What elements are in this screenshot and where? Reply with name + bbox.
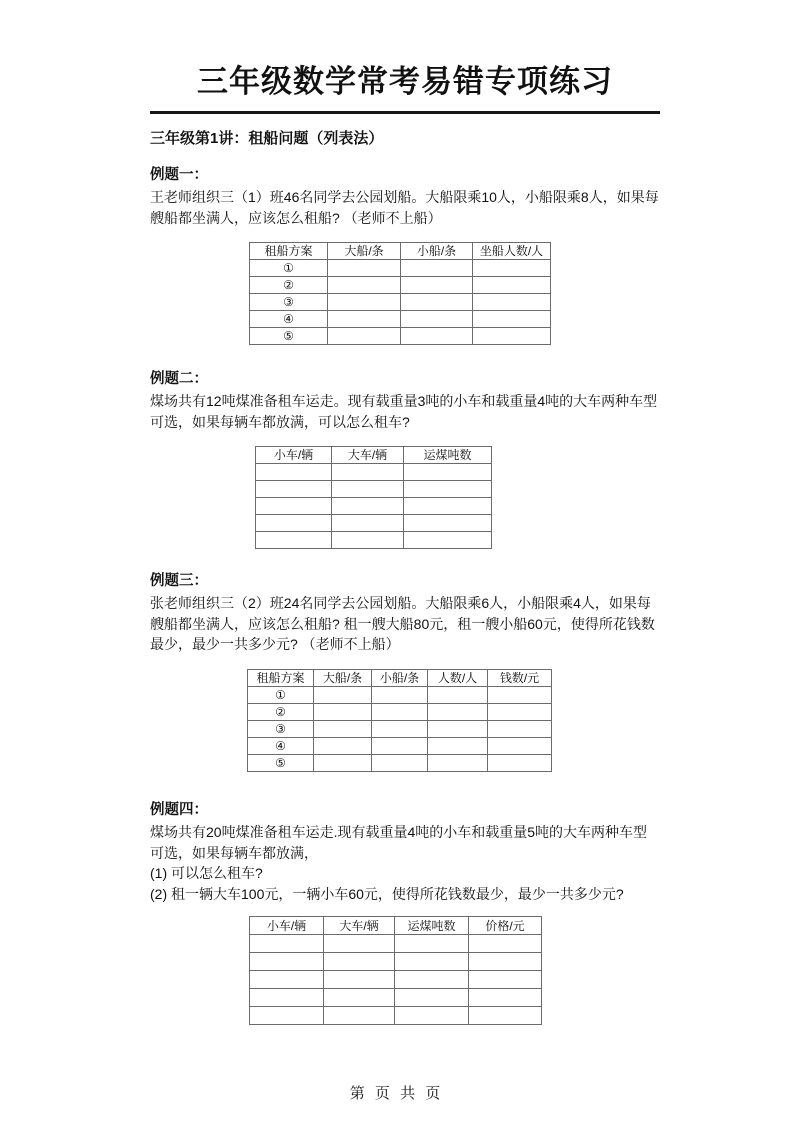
table-cell bbox=[332, 481, 404, 498]
table-header-cell: 租船方案 bbox=[250, 243, 328, 260]
example-3-text: 张老师组织三（2）班24名同学去公园划船。大船限乘6人，小船限乘4人，如果每艘船都坐满人，应该怎么租船? 租一艘大船80元，租一艘小船60元，使得所花钱数最少，最少一共多少元? （老师不上船） bbox=[150, 595, 655, 653]
table-header-row bbox=[250, 243, 551, 260]
table-row bbox=[256, 515, 492, 532]
table-cell bbox=[469, 935, 542, 953]
table-cell bbox=[328, 277, 401, 294]
table-cell bbox=[250, 953, 324, 971]
example-4-label: 例题四： bbox=[150, 802, 208, 819]
table-row bbox=[250, 294, 551, 311]
table-header-row bbox=[256, 447, 492, 464]
table-cell bbox=[401, 294, 473, 311]
table-cell bbox=[428, 721, 488, 738]
table-cell bbox=[314, 704, 372, 721]
table-cell bbox=[428, 755, 488, 772]
page-title: 三年级数学常考易错专项练习 bbox=[197, 64, 613, 99]
table-cell bbox=[372, 721, 428, 738]
example-4-text: 煤场共有20吨煤准备租车运走.现有载重量4吨的小车和载重量5吨的大车两种车型可选，如果每辆车都放满， bbox=[150, 824, 648, 861]
plan-number-cell: ④ bbox=[250, 311, 328, 328]
table-row bbox=[250, 328, 551, 345]
example-4-question-2: (2) 租一辆大车100元，一辆小车60元，使得所花钱数最少，最少一共多少元? bbox=[150, 885, 624, 902]
table-cell bbox=[314, 738, 372, 755]
table-cell bbox=[488, 738, 552, 755]
table-cell bbox=[332, 515, 404, 532]
table-cell bbox=[256, 481, 332, 498]
table-cell bbox=[324, 971, 395, 989]
table-cell bbox=[314, 687, 372, 704]
table-cell bbox=[473, 294, 551, 311]
example-3-label: 例题三： bbox=[150, 573, 208, 590]
table-cell bbox=[372, 755, 428, 772]
table-row bbox=[256, 481, 492, 498]
table-header-cell: 钱数/元 bbox=[488, 670, 552, 687]
table-header-cell: 小船/条 bbox=[372, 670, 428, 687]
section-heading: 三年级第1讲：租船问题（列表法） bbox=[150, 130, 384, 147]
table-row bbox=[248, 738, 552, 755]
plan-number-cell: ③ bbox=[248, 721, 314, 738]
table-cell bbox=[395, 953, 469, 971]
plan-number-cell: ③ bbox=[250, 294, 328, 311]
example-3-table bbox=[247, 669, 552, 772]
table-cell bbox=[324, 935, 395, 953]
table-row bbox=[256, 532, 492, 549]
table-row bbox=[248, 704, 552, 721]
table-cell bbox=[250, 971, 324, 989]
table-cell bbox=[488, 721, 552, 738]
table-cell bbox=[473, 277, 551, 294]
table-cell bbox=[401, 328, 473, 345]
table-cell bbox=[404, 515, 492, 532]
table-cell bbox=[324, 989, 395, 1007]
table-cell bbox=[488, 704, 552, 721]
example-1-table bbox=[249, 242, 551, 345]
table-cell bbox=[372, 704, 428, 721]
table-cell bbox=[395, 989, 469, 1007]
table-cell bbox=[469, 1007, 542, 1025]
table-cell bbox=[250, 989, 324, 1007]
plan-number-cell: ⑤ bbox=[248, 755, 314, 772]
footer-page-text: 第 页 共 页 bbox=[349, 1085, 444, 1102]
table-cell bbox=[404, 498, 492, 515]
table-row bbox=[250, 1007, 542, 1025]
table-cell bbox=[328, 260, 401, 277]
example-2 bbox=[150, 367, 660, 549]
table-cell bbox=[488, 687, 552, 704]
table-cell bbox=[250, 1007, 324, 1025]
table-cell bbox=[404, 481, 492, 498]
plan-number-cell: ① bbox=[248, 687, 314, 704]
table-cell bbox=[395, 935, 469, 953]
table-cell bbox=[395, 1007, 469, 1025]
table-header-cell: 人数/人 bbox=[428, 670, 488, 687]
table-cell bbox=[428, 704, 488, 721]
table-cell bbox=[328, 294, 401, 311]
table-row bbox=[256, 464, 492, 481]
example-2-table bbox=[255, 446, 492, 549]
table-header-cell: 小车/辆 bbox=[256, 447, 332, 464]
plan-number-cell: ① bbox=[250, 260, 328, 277]
table-cell bbox=[372, 687, 428, 704]
table-header-cell: 小船/条 bbox=[401, 243, 473, 260]
table-header-cell: 价格/元 bbox=[469, 917, 542, 935]
table-row bbox=[248, 755, 552, 772]
table-row bbox=[250, 971, 542, 989]
table-row bbox=[250, 953, 542, 971]
example-1-label: 例题一： bbox=[150, 167, 208, 183]
table-row bbox=[248, 721, 552, 738]
table-cell bbox=[404, 532, 492, 549]
table-cell bbox=[488, 755, 552, 772]
table-row bbox=[248, 687, 552, 704]
table-cell bbox=[473, 311, 551, 328]
title-divider bbox=[150, 111, 660, 114]
table-cell bbox=[314, 755, 372, 772]
example-1-text: 王老师组织三（1）班46名同学去公园划船。大船限乘10人，小船限乘8人，如果每艘船都坐满人，应该怎么租船? （老师不上船） bbox=[150, 189, 659, 226]
plan-number-cell: ④ bbox=[248, 738, 314, 755]
table-cell bbox=[372, 738, 428, 755]
table-cell bbox=[401, 277, 473, 294]
table-cell bbox=[332, 464, 404, 481]
plan-number-cell: ⑤ bbox=[250, 328, 328, 345]
table-header-cell: 大船/条 bbox=[314, 670, 372, 687]
table-row bbox=[250, 277, 551, 294]
table-header-cell: 大船/条 bbox=[328, 243, 401, 260]
table-header-cell: 大车/辆 bbox=[332, 447, 404, 464]
example-4-table bbox=[249, 916, 542, 1025]
table-cell bbox=[428, 738, 488, 755]
table-cell bbox=[404, 464, 492, 481]
table-row bbox=[250, 989, 542, 1007]
table-cell bbox=[328, 328, 401, 345]
plan-number-cell: ② bbox=[248, 704, 314, 721]
table-cell bbox=[328, 311, 401, 328]
table-cell bbox=[250, 935, 324, 953]
table-cell bbox=[256, 515, 332, 532]
table-cell bbox=[314, 721, 372, 738]
example-4 bbox=[150, 798, 660, 1025]
table-cell bbox=[469, 971, 542, 989]
table-cell bbox=[332, 498, 404, 515]
table-cell bbox=[256, 464, 332, 481]
table-row bbox=[250, 260, 551, 277]
table-cell bbox=[256, 532, 332, 549]
table-cell bbox=[401, 260, 473, 277]
table-cell bbox=[395, 971, 469, 989]
example-3 bbox=[150, 569, 660, 772]
table-cell bbox=[473, 328, 551, 345]
table-cell bbox=[324, 953, 395, 971]
example-2-label: 例题二： bbox=[150, 371, 208, 388]
example-1 bbox=[150, 163, 660, 345]
table-cell bbox=[256, 498, 332, 515]
plan-number-cell: ② bbox=[250, 277, 328, 294]
table-cell bbox=[469, 953, 542, 971]
table-header-row bbox=[250, 917, 542, 935]
table-header-cell: 小车/辆 bbox=[250, 917, 324, 935]
table-header-cell: 租船方案 bbox=[248, 670, 314, 687]
table-cell bbox=[332, 532, 404, 549]
table-row bbox=[250, 935, 542, 953]
example-2-text: 煤场共有12吨煤准备租车运走。现有载重量3吨的小车和载重量4吨的大车两种车型可选，如果每辆车都放满，可以怎么租车? bbox=[150, 393, 658, 430]
table-header-row bbox=[248, 670, 552, 687]
table-header-cell: 坐船人数/人 bbox=[473, 243, 551, 260]
example-4-question-1: (1) 可以怎么租车? bbox=[150, 865, 263, 882]
table-header-cell: 运煤吨数 bbox=[395, 917, 469, 935]
table-cell bbox=[324, 1007, 395, 1025]
table-row bbox=[256, 498, 492, 515]
table-header-cell: 大车/辆 bbox=[324, 917, 395, 935]
table-header-cell: 运煤吨数 bbox=[404, 447, 492, 464]
table-cell bbox=[401, 311, 473, 328]
table-cell bbox=[428, 687, 488, 704]
table-row bbox=[250, 311, 551, 328]
table-cell bbox=[473, 260, 551, 277]
table-cell bbox=[469, 989, 542, 1007]
